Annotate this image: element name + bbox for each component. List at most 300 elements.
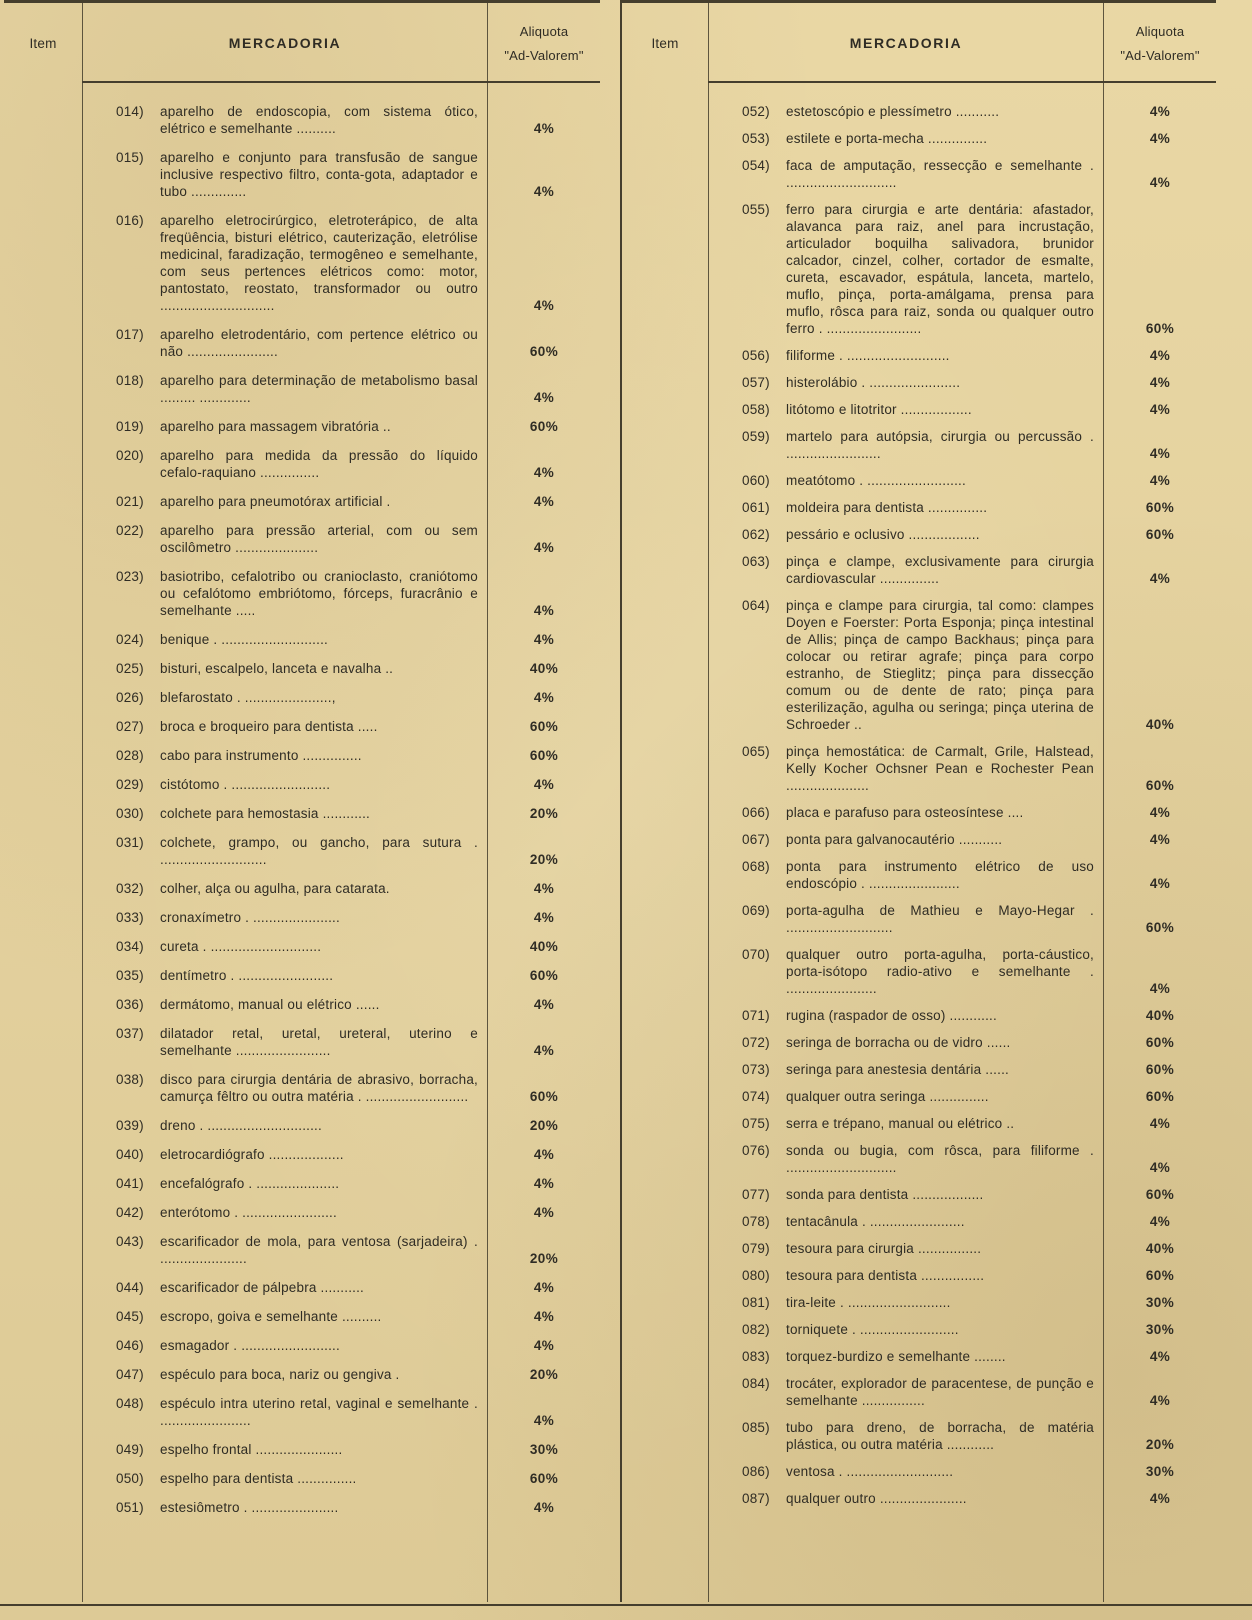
item-number: 082) (742, 1322, 770, 1337)
item-number: 084) (742, 1376, 770, 1391)
table-row (116, 447, 600, 481)
item-number: 051) (116, 1500, 144, 1515)
item-number: 075) (742, 1116, 770, 1131)
item-description: cureta . ............................ (160, 939, 322, 954)
table-row (116, 1337, 600, 1354)
table-row (116, 938, 600, 955)
item-rate: 4% (533, 121, 555, 136)
item-description: espelho frontal ...................... (160, 1442, 343, 1457)
item-rate: 4% (533, 184, 555, 199)
item-description: histerolábio . ....................... (786, 375, 961, 390)
item-description: tira-leite . .......................... (786, 1295, 951, 1310)
table-row (116, 103, 600, 137)
item-description: aparelho de endoscopia, com sistema ótico, elétrico e semelhante .......... (160, 104, 478, 136)
item-rate: 4% (1149, 876, 1171, 891)
item-description: enterótomo . ........................ (160, 1205, 337, 1220)
item-description: cistótomo . ......................... (160, 777, 331, 792)
item-number: 024) (116, 632, 144, 647)
item-rate: 4% (533, 494, 555, 509)
item-description: colchete, grampo, ou gancho, para sutura . ........................... (160, 835, 478, 867)
item-description: tentacânula . ........................ (786, 1214, 965, 1229)
item-description: colher, alça ou agulha, para catarata. (160, 881, 390, 896)
table-row (742, 526, 1216, 543)
item-number: 050) (116, 1471, 144, 1486)
item-description: tubo para dreno, de borracha, de matéria plástica, ou outra matéria ............ (786, 1420, 1094, 1452)
table-row (116, 1279, 600, 1296)
item-rate: 40% (1145, 1008, 1175, 1023)
item-description: moldeira para dentista ............... (786, 500, 988, 515)
item-description: torniquete . ......................... (786, 1322, 959, 1337)
item-number: 079) (742, 1241, 770, 1256)
item-description: dreno . ............................. (160, 1118, 322, 1133)
item-number: 087) (742, 1491, 770, 1506)
table-row (742, 1186, 1216, 1203)
item-rate: 60% (529, 719, 559, 734)
item-description: pinça e clampe, exclusivamente para cirurgia cardiovascular ............... (786, 554, 1094, 586)
item-description: escropo, goiva e semelhante .......... (160, 1309, 382, 1324)
item-number: 067) (742, 832, 770, 847)
table-row (742, 1294, 1216, 1311)
table-row (742, 1267, 1216, 1284)
item-rate: 40% (1145, 717, 1175, 732)
item-number: 016) (116, 213, 144, 228)
header-mercadoria-label: MERCADORIA (849, 34, 963, 51)
table-row (116, 568, 600, 619)
item-number: 076) (742, 1143, 770, 1158)
item-rate: 60% (529, 1089, 559, 1104)
item-description: pinça e clampe para cirurgia, tal como: clampes Doyen e Foerster: Porta Esponja; pinça intestinal de Allis; pinça de campo Backhaus; pinça para colocar ou retirar agrafe; pinça para corpo estranho, de Stieglitz; pinça para dissecção comum ou de dente de rato; pinça para esterilização, agulha ou seringa; pinça uterina de Schroeder .. (786, 598, 1094, 732)
table-row (742, 374, 1216, 391)
item-description: aparelho e conjunto para transfusão de sangue inclusive respectivo filtro, conta-gota, adaptador e tubo .............. (160, 150, 478, 199)
item-number: 038) (116, 1072, 144, 1087)
item-number: 062) (742, 527, 770, 542)
item-rate: 20% (529, 1367, 559, 1382)
item-number: 069) (742, 903, 770, 918)
item-description: aparelho para massagem vibratória .. (160, 419, 391, 434)
table-row (116, 880, 600, 897)
item-number: 025) (116, 661, 144, 676)
item-description: sonda ou bugia, com rôsca, para filiforme . ............................ (786, 1143, 1094, 1175)
item-description: estesiômetro . ...................... (160, 1500, 339, 1515)
table-row (742, 1490, 1216, 1507)
item-number: 023) (116, 569, 144, 584)
item-rate: 4% (533, 632, 555, 647)
item-description: benique . ........................... (160, 632, 328, 647)
table-row (116, 718, 600, 735)
item-rate: 4% (533, 298, 555, 313)
item-rate: 4% (533, 540, 555, 555)
item-rate: 40% (529, 939, 559, 954)
item-rate: 60% (1145, 1062, 1175, 1077)
table-row (116, 493, 600, 510)
item-description: aparelho para medida da pressão do líquido cefalo-raquiano ............... (160, 448, 478, 480)
table-row (742, 553, 1216, 587)
item-number: 078) (742, 1214, 770, 1229)
item-rate: 40% (529, 661, 559, 676)
item-description: serra e trépano, manual ou elétrico .. (786, 1116, 1015, 1131)
table-row (116, 1395, 600, 1429)
item-number: 073) (742, 1062, 770, 1077)
item-description: ponta para instrumento elétrico de uso endoscópio . ....................... (786, 859, 1094, 891)
table-row (116, 149, 600, 200)
item-description: esmagador . ......................... (160, 1338, 340, 1353)
item-rate: 60% (1145, 1187, 1175, 1202)
item-rate: 4% (533, 603, 555, 618)
table-header-right (622, 3, 1216, 83)
item-rate: 60% (1145, 920, 1175, 935)
item-rate: 4% (1149, 1214, 1171, 1229)
table-row (742, 1375, 1216, 1409)
item-description: dermátomo, manual ou elétrico ...... (160, 997, 380, 1012)
table-row (116, 776, 600, 793)
item-number: 085) (742, 1420, 770, 1435)
item-rate: 20% (529, 1251, 559, 1266)
item-rate: 4% (533, 1500, 555, 1515)
table-row (742, 804, 1216, 821)
item-number: 086) (742, 1464, 770, 1479)
item-number: 041) (116, 1176, 144, 1191)
item-description: pinça hemostática: de Carmalt, Grile, Halstead, Kelly Kocher Ochsner Pean e Rochester Pean ..................... (786, 744, 1094, 793)
item-number: 033) (116, 910, 144, 925)
column-divider-rate-right (1103, 3, 1104, 1602)
item-rate: 60% (529, 419, 559, 434)
table-row (742, 157, 1216, 191)
item-number: 017) (116, 327, 144, 342)
table-row (742, 902, 1216, 936)
item-number: 029) (116, 777, 144, 792)
aliquota-line1: Aliquota (519, 23, 569, 39)
item-rate: 4% (1149, 1116, 1171, 1131)
item-rate: 60% (529, 1471, 559, 1486)
table-row (116, 1441, 600, 1458)
table-row (742, 103, 1216, 120)
table-row (116, 326, 600, 360)
table-row (116, 372, 600, 406)
table-row (116, 1175, 600, 1192)
item-number: 059) (742, 429, 770, 444)
item-number: 039) (116, 1118, 144, 1133)
table-row (742, 831, 1216, 848)
item-description: espéculo intra uterino retal, vaginal e semelhante . ....................... (160, 1396, 478, 1428)
item-number: 066) (742, 805, 770, 820)
table-row (742, 428, 1216, 462)
table-row (742, 401, 1216, 418)
table-row (742, 1240, 1216, 1257)
header-aliquota-label (488, 3, 600, 83)
item-rate: 4% (1149, 104, 1171, 119)
item-number: 074) (742, 1089, 770, 1104)
table-row (116, 1499, 600, 1516)
item-number: 032) (116, 881, 144, 896)
table-row (742, 130, 1216, 147)
item-rate: 4% (1149, 175, 1171, 190)
header-aliquota-label (1104, 3, 1216, 83)
table-row (116, 834, 600, 868)
table-row (116, 1204, 600, 1221)
item-description: colchete para hemostasia ............ (160, 806, 370, 821)
item-number: 037) (116, 1026, 144, 1041)
item-description: dentímetro . ........................ (160, 968, 334, 983)
item-number: 026) (116, 690, 144, 705)
item-description: aparelho para pneumotórax artificial . (160, 494, 391, 509)
table-row (116, 418, 600, 435)
item-description: aparelho para determinação de metabolismo basal ......... ............. (160, 373, 478, 405)
item-rate: 4% (533, 1043, 555, 1058)
item-rate: 30% (1145, 1464, 1175, 1479)
table-row (116, 967, 600, 984)
table-row (116, 522, 600, 556)
item-number: 060) (742, 473, 770, 488)
item-description: tesoura para dentista ................ (786, 1268, 985, 1283)
aliquota-line1: Aliquota (1135, 23, 1185, 39)
item-rate: 60% (1145, 1268, 1175, 1283)
bottom-rule (0, 1604, 1252, 1606)
item-description: espelho para dentista ............... (160, 1471, 357, 1486)
item-description: torquez-burdizo e semelhante ........ (786, 1349, 1006, 1364)
item-rate: 20% (529, 1118, 559, 1133)
table-row (116, 996, 600, 1013)
item-rate: 40% (1145, 1241, 1175, 1256)
item-rate: 4% (1149, 571, 1171, 586)
item-number: 046) (116, 1338, 144, 1353)
item-rate: 4% (1149, 805, 1171, 820)
table-row (742, 1142, 1216, 1176)
table-row (742, 1213, 1216, 1230)
table-row (742, 1115, 1216, 1132)
item-rate: 60% (1145, 1089, 1175, 1104)
item-rate: 4% (1149, 402, 1171, 417)
table-row (742, 1088, 1216, 1105)
item-rate: 60% (1145, 778, 1175, 793)
item-description: bisturi, escalpelo, lanceta e navalha .. (160, 661, 394, 676)
table-header-left (4, 3, 600, 83)
item-number: 022) (116, 523, 144, 538)
table-row (116, 909, 600, 926)
item-rate: 4% (533, 1147, 555, 1162)
item-rate: 60% (529, 748, 559, 763)
item-description: encefalógrafo . ..................... (160, 1176, 340, 1191)
item-rate: 60% (1145, 1035, 1175, 1050)
item-description: rugina (raspador de osso) ............ (786, 1008, 997, 1023)
tariff-list-right (622, 83, 1216, 1602)
table-row (742, 1007, 1216, 1024)
item-number: 065) (742, 744, 770, 759)
item-number: 036) (116, 997, 144, 1012)
table-row (742, 1463, 1216, 1480)
column-divider-rate-left (487, 3, 488, 1602)
item-number: 077) (742, 1187, 770, 1202)
item-description: litótomo e litotritor .................. (786, 402, 972, 417)
aliquota-line2: "Ad-Valorem" (504, 47, 584, 63)
item-description: qualquer outra seringa ............... (786, 1089, 989, 1104)
item-number: 035) (116, 968, 144, 983)
table-row (116, 1146, 600, 1163)
item-rate: 4% (1149, 473, 1171, 488)
table-row (116, 1366, 600, 1383)
item-rate: 4% (1149, 1393, 1171, 1408)
item-rate: 4% (533, 910, 555, 925)
table-row (742, 946, 1216, 997)
item-number: 058) (742, 402, 770, 417)
item-description: seringa de borracha ou de vidro ...... (786, 1035, 1011, 1050)
item-number: 083) (742, 1349, 770, 1364)
item-number: 057) (742, 375, 770, 390)
item-description: espéculo para boca, nariz ou gengiva . (160, 1367, 400, 1382)
item-description: qualquer outro porta-agulha, porta-cáustico, porta-isótopo radio-ativo e semelhante . ....................... (786, 947, 1094, 996)
item-rate: 4% (533, 390, 555, 405)
column-divider-item-left (82, 3, 83, 1602)
aliquota-line2: "Ad-Valorem" (1120, 47, 1200, 63)
item-number: 072) (742, 1035, 770, 1050)
item-rate: 4% (1149, 832, 1171, 847)
item-description: ventosa . ........................... (786, 1464, 954, 1479)
item-number: 070) (742, 947, 770, 962)
item-description: eletrocardiógrafo ................... (160, 1147, 344, 1162)
item-number: 014) (116, 104, 144, 119)
tariff-list-left (4, 83, 600, 1602)
item-number: 030) (116, 806, 144, 821)
item-rate: 20% (1145, 1437, 1175, 1452)
table-row (742, 1321, 1216, 1338)
table-row (116, 1117, 600, 1134)
item-description: placa e parafuso para osteosíntese .... (786, 805, 1024, 820)
item-description: escarificador de pálpebra ........... (160, 1280, 365, 1295)
table-row (742, 347, 1216, 364)
item-description: aparelho para pressão arterial, com ou sem oscilômetro ..................... (160, 523, 478, 555)
table-row (116, 1470, 600, 1487)
item-rate: 20% (529, 806, 559, 821)
table-row (116, 689, 600, 706)
column-divider-item-right (708, 3, 709, 1602)
item-description: meatótomo . ......................... (786, 473, 966, 488)
item-rate: 30% (1145, 1295, 1175, 1310)
item-number: 063) (742, 554, 770, 569)
item-number: 045) (116, 1309, 144, 1324)
item-description: sonda para dentista .................. (786, 1187, 984, 1202)
table-row (116, 1071, 600, 1105)
item-description: cronaxímetro . ...................... (160, 910, 340, 925)
table-row (116, 747, 600, 764)
item-number: 056) (742, 348, 770, 363)
item-number: 068) (742, 859, 770, 874)
item-rate: 60% (1145, 500, 1175, 515)
table-row (116, 212, 600, 314)
table-row (116, 631, 600, 648)
item-description: qualquer outro ...................... (786, 1491, 967, 1506)
item-rate: 20% (529, 852, 559, 867)
table-row (742, 743, 1216, 794)
header-mercadoria-label: MERCADORIA (228, 34, 342, 51)
item-rate: 4% (533, 881, 555, 896)
item-description: ferro para cirurgia e arte dentária: afastador, alavanca para raiz, anel para incrustação, articulador boquilha salivadora, brunidor calcador, cinzel, colher, cortador de esmalte, cureta, escavador, espátula, lanceta, martelo, muflo, pinça, porta-amálgama, prensa para muflo, rôsca para raiz, sonda ou qualquer outro ferro . ........................ (786, 202, 1094, 336)
item-number: 020) (116, 448, 144, 463)
item-description: seringa para anestesia dentária ...... (786, 1062, 1009, 1077)
item-rate: 60% (529, 344, 559, 359)
item-number: 052) (742, 104, 770, 119)
item-number: 055) (742, 202, 770, 217)
item-rate: 4% (1149, 1349, 1171, 1364)
item-rate: 4% (1149, 131, 1171, 146)
table-row (742, 201, 1216, 337)
item-description: cabo para instrumento ............... (160, 748, 362, 763)
item-description: ponta para galvanocautério ........... (786, 832, 1003, 847)
table-row (116, 805, 600, 822)
header-item-label: Item (29, 35, 57, 51)
item-number: 031) (116, 835, 144, 850)
item-number: 053) (742, 131, 770, 146)
item-number: 019) (116, 419, 144, 434)
item-rate: 4% (533, 1338, 555, 1353)
item-rate: 4% (533, 465, 555, 480)
table-row (742, 499, 1216, 516)
tariff-table-right (620, 0, 1216, 1602)
table-row (742, 1034, 1216, 1051)
item-description: estetoscópio e plessímetro ........... (786, 104, 1000, 119)
item-description: estilete e porta-mecha ............... (786, 131, 988, 146)
item-description: aparelho eletrocirúrgico, eletroterápico, de alta freqüência, bisturi elétrico, cauterização, eletrólise medicinal, faradização, termogêneo e semelhante, com seus pertences elétricos como: motor, pantostato, reostato, transformador ou outro ............................. (160, 213, 478, 313)
table-row (742, 1348, 1216, 1365)
item-number: 080) (742, 1268, 770, 1283)
item-description: escarificador de mola, para ventosa (sarjadeira) . ...................... (160, 1234, 478, 1266)
item-rate: 4% (533, 1280, 555, 1295)
table-row (742, 472, 1216, 489)
item-number: 027) (116, 719, 144, 734)
item-description: pessário e oclusivo .................. (786, 527, 980, 542)
item-description: basiotribo, cefalotribo ou cranioclasto, craniótomo ou cefalótomo embriótomo, fórceps, furacrânio e semelhante ..... (160, 569, 478, 618)
item-rate: 4% (533, 1176, 555, 1191)
item-rate: 4% (1149, 1491, 1171, 1506)
table-row (116, 1233, 600, 1267)
item-description: porta-agulha de Mathieu e Mayo-Hegar . ........................... (786, 903, 1094, 935)
tariff-table-left (4, 0, 600, 1602)
table-row (742, 1061, 1216, 1078)
item-rate: 4% (1149, 446, 1171, 461)
item-description: trocáter, explorador de paracentese, de punção e semelhante ................ (786, 1376, 1094, 1408)
item-number: 047) (116, 1367, 144, 1382)
item-rate: 4% (533, 1413, 555, 1428)
item-rate: 60% (1145, 527, 1175, 542)
item-number: 064) (742, 598, 770, 613)
item-description: martelo para autópsia, cirurgia ou percussão . ........................ (786, 429, 1094, 461)
item-number: 071) (742, 1008, 770, 1023)
table-row (116, 660, 600, 677)
item-number: 042) (116, 1205, 144, 1220)
item-rate: 4% (533, 1205, 555, 1220)
table-row (742, 1419, 1216, 1453)
item-number: 028) (116, 748, 144, 763)
item-rate: 4% (1149, 981, 1171, 996)
table-row (742, 858, 1216, 892)
document-page (4, 0, 1216, 1602)
item-number: 054) (742, 158, 770, 173)
item-number: 043) (116, 1234, 144, 1249)
item-description: tesoura para cirurgia ................ (786, 1241, 982, 1256)
item-description: blefarostato . ......................, (160, 690, 336, 705)
table-row (116, 1308, 600, 1325)
item-rate: 4% (533, 997, 555, 1012)
item-rate: 30% (1145, 1322, 1175, 1337)
item-number: 015) (116, 150, 144, 165)
table-row (116, 1025, 600, 1059)
item-description: faca de amputação, ressecção e semelhante . ............................ (786, 158, 1094, 190)
item-rate: 30% (529, 1442, 559, 1457)
item-rate: 60% (529, 968, 559, 983)
item-description: disco para cirurgia dentária de abrasivo, borracha, camurça fêltro ou outra matéria . .......................... (160, 1072, 478, 1104)
item-rate: 4% (533, 777, 555, 792)
item-number: 040) (116, 1147, 144, 1162)
item-description: aparelho eletrodentário, com pertence elétrico ou não ....................... (160, 327, 478, 359)
item-description: dilatador retal, uretal, ureteral, uterino e semelhante ........................ (160, 1026, 478, 1058)
